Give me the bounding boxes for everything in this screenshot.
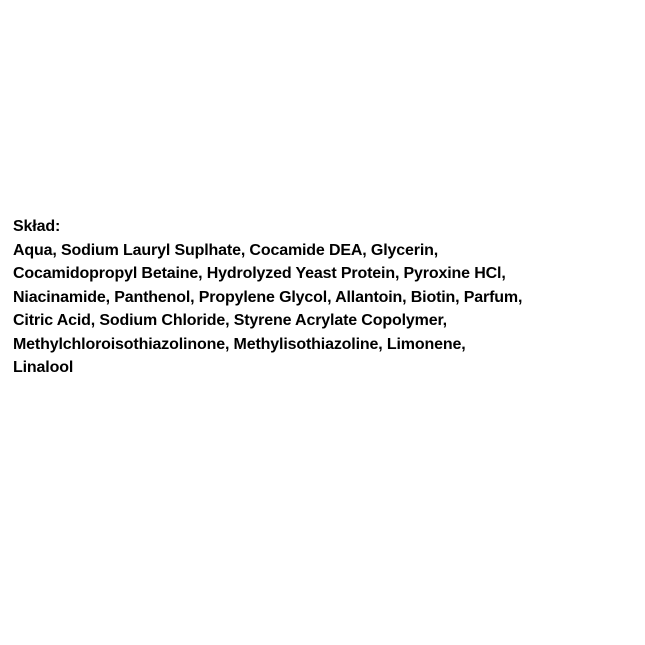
ingredients-line: Citric Acid, Sodium Chloride, Styrene Acrylate Copolymer, xyxy=(13,312,447,329)
ingredients-text-block xyxy=(13,215,638,380)
ingredients-line: Linalool xyxy=(13,359,74,376)
ingredients-heading: Skład: xyxy=(13,218,61,235)
ingredients-line: Niacinamide, Panthenol, Propylene Glycol, Allantoin, Biotin, Parfum, xyxy=(13,288,523,306)
ingredients-line: Aqua, Sodium Lauryl Suplhate, Cocamide DEA, Glycerin, xyxy=(13,241,439,259)
ingredients-line: Methylchloroisothiazolinone, Methylisothiazoline, Limonene, xyxy=(13,335,466,353)
ingredients-line: Cocamidopropyl Betaine, Hydrolyzed Yeast Protein, Pyroxine HCl, xyxy=(13,265,506,282)
